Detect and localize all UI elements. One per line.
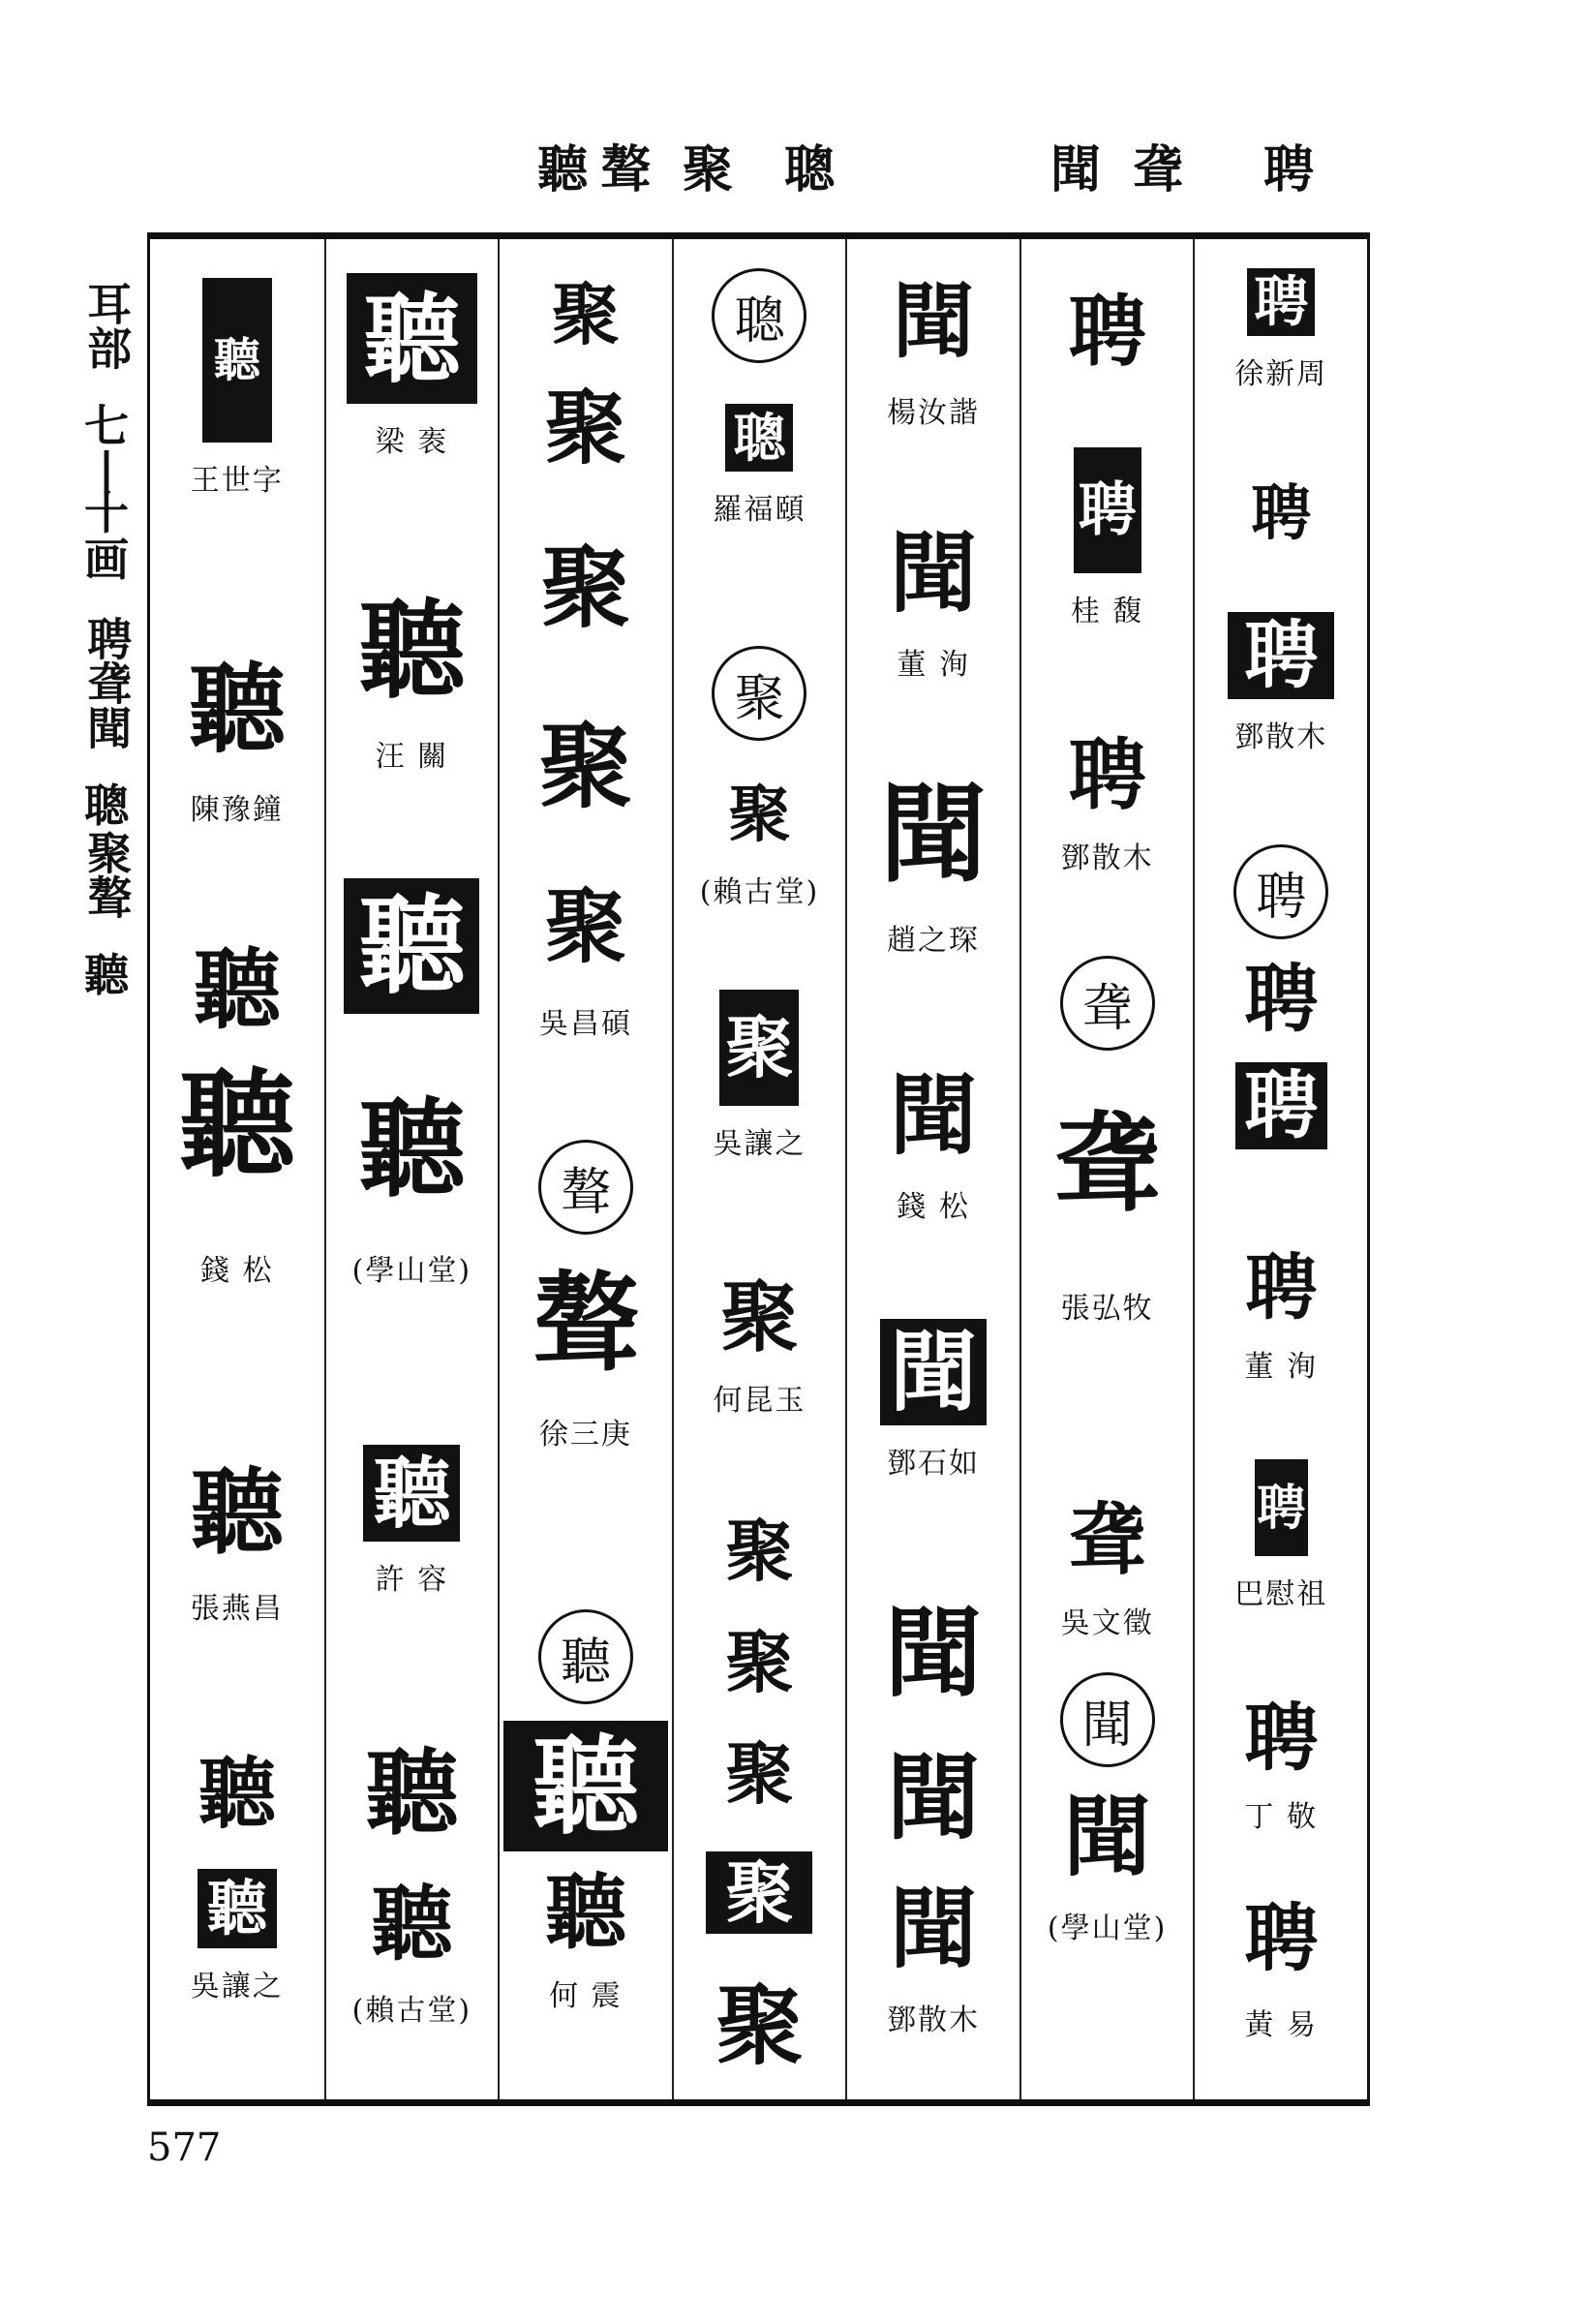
seal-impression: 聚 — [715, 1974, 804, 2077]
seal-impression: 聚 — [720, 1270, 799, 1362]
artist-label: 董 洵 — [897, 648, 970, 682]
seal-impression: 聞 — [880, 772, 988, 897]
seal-impression: 聽 — [198, 1869, 277, 1948]
artist-label: 鄧散木 — [1234, 720, 1328, 754]
seal-impression: 聘 — [1074, 447, 1141, 573]
seal-entry — [500, 535, 672, 640]
seal-entry — [847, 1876, 1019, 2038]
seal-entry — [847, 1062, 1019, 1225]
seal-entry — [1195, 1459, 1367, 1612]
seal-impression: 聚 — [719, 990, 799, 1106]
seal-entry — [150, 278, 324, 499]
column-4 — [672, 239, 846, 2099]
column-6 — [1019, 239, 1194, 2099]
seal-impression: 聚 — [725, 1733, 794, 1814]
seal-impression: 聘 — [1235, 1062, 1327, 1149]
seal-entry — [326, 273, 499, 460]
seal-entry — [326, 878, 499, 1014]
seal-impression: 聽 — [202, 278, 272, 443]
seal-impression: 聞 — [890, 1064, 978, 1167]
seal-impression: 聚 — [728, 779, 791, 851]
seal-impression: 聞 — [1063, 1786, 1151, 1888]
header-char-4: 聰 — [784, 140, 836, 199]
seal-entry — [150, 1869, 324, 2004]
seal-entry — [500, 1140, 672, 1235]
char-circle: 聘 — [1233, 844, 1328, 939]
seal-impression: 聽 — [178, 1056, 295, 1193]
seal-entry — [500, 1863, 672, 2014]
seal-entry — [674, 1972, 846, 2079]
char-circle: 聰 — [712, 268, 806, 363]
seal-entry — [1195, 1062, 1367, 1149]
artist-label: 丁 敬 — [1244, 1800, 1318, 1834]
seal-impression: 聰 — [725, 404, 793, 472]
artist-label: (賴古堂) — [699, 875, 820, 909]
seal-impression: 聽 — [544, 1863, 626, 1960]
seal-impression: 聽 — [188, 652, 286, 766]
seal-impression: 聽 — [503, 1721, 668, 1851]
seal-entry — [1021, 1672, 1194, 1767]
seal-entry — [1021, 1784, 1194, 1946]
stroke-dash: | — [98, 443, 115, 496]
char-circle: 聱 — [538, 1140, 633, 1235]
artist-label: 鄧散木 — [887, 2003, 981, 2037]
char-circle: 聚 — [712, 646, 806, 741]
artist-label: 趙之琛 — [887, 924, 981, 958]
artist-label: 王世字 — [190, 464, 284, 498]
chars-group-c: 聚聱 — [80, 829, 134, 919]
seal-impression: 聋 — [1053, 1101, 1161, 1226]
seal-impression: 聞 — [887, 1743, 981, 1852]
artist-label: 許 容 — [375, 1563, 449, 1597]
header-char-6: 聋 — [1133, 140, 1184, 199]
seal-entry — [674, 1851, 846, 1934]
seal-entry — [1021, 1057, 1194, 1327]
header-char-1: 聽 — [537, 140, 589, 199]
artist-label: 吳文徵 — [1060, 1606, 1154, 1640]
seal-entry — [674, 1735, 846, 1813]
column-2 — [324, 239, 499, 2099]
chars-group-a: 聘聋聞 — [80, 616, 134, 750]
seal-entry — [1195, 612, 1367, 755]
seal-entry — [150, 1043, 324, 1289]
seal-entry — [847, 1740, 1019, 1856]
seal-impression: 聱 — [532, 1261, 639, 1386]
header-char-3: 聚 — [683, 140, 734, 199]
char-circle: 聞 — [1060, 1672, 1155, 1767]
artist-label: 董 洵 — [1244, 1350, 1318, 1384]
seal-entry — [500, 1251, 672, 1452]
seal-entry — [674, 404, 846, 528]
seal-entry — [326, 1876, 499, 2029]
header-char-7: 聘 — [1263, 140, 1315, 199]
seal-impression: 聘 — [1251, 476, 1312, 548]
seal-entry — [150, 936, 324, 1043]
radical-label: 耳部 — [80, 281, 134, 370]
artist-label: 張弘牧 — [1060, 1292, 1154, 1326]
seal-entry — [500, 1609, 672, 1704]
seal-impression: 聞 — [885, 1596, 983, 1710]
seal-entry — [1195, 1694, 1367, 1835]
artist-label: 巴慰祖 — [1234, 1577, 1328, 1611]
artist-label: 張燕昌 — [190, 1592, 284, 1626]
artist-label: 汪 關 — [375, 740, 449, 774]
seal-entry — [326, 583, 499, 775]
seal-impression: 聘 — [1244, 956, 1319, 1042]
artist-label: (賴古堂) — [351, 1994, 472, 2028]
seal-entry — [500, 380, 672, 475]
seal-impression: 聚 — [538, 712, 632, 821]
seal-impression: 聽 — [190, 1457, 284, 1567]
seal-impression: 聞 — [893, 273, 975, 369]
seal-impression: 聘 — [1255, 1459, 1308, 1556]
seal-impression: 聚 — [544, 878, 626, 974]
artist-label: 錢 松 — [200, 1254, 274, 1288]
artist-label: 鄧散木 — [1060, 841, 1154, 875]
seal-impression: 聽 — [371, 1876, 453, 1972]
seal-impression: 聋 — [1068, 1493, 1146, 1585]
seal-entry — [1195, 1890, 1367, 2043]
seal-impression: 聘 — [1068, 286, 1146, 377]
seal-entry — [500, 1721, 672, 1851]
side-title — [80, 281, 134, 1001]
seal-entry — [1195, 268, 1367, 392]
artist-label: 徐三庚 — [538, 1418, 632, 1452]
chars-group-b: 聰 — [84, 780, 129, 833]
seal-entry — [326, 1445, 499, 1598]
seal-entry — [1195, 844, 1367, 939]
char-circle: 聽 — [538, 1609, 633, 1704]
seal-impression: 聞 — [890, 1878, 978, 1980]
char-circle: 聋 — [1060, 956, 1155, 1051]
column-5 — [845, 239, 1019, 2099]
seal-entry — [150, 1454, 324, 1627]
seal-impression: 聘 — [1244, 1895, 1319, 1981]
seal-impression: 聚 — [551, 273, 620, 354]
seal-entry — [1195, 476, 1367, 549]
seal-entry — [500, 714, 672, 820]
page-number: 577 — [147, 2125, 222, 2170]
seal-entry — [150, 1745, 324, 1842]
seal-entry — [847, 520, 1019, 683]
seal-impression: 聽 — [358, 1086, 466, 1211]
seal-impression: 聽 — [193, 938, 281, 1041]
artist-label: 陳豫鐘 — [190, 793, 284, 827]
artist-label: 吳讓之 — [713, 1127, 806, 1161]
artist-label: 吳讓之 — [190, 1970, 284, 2003]
seal-impression: 聚 — [544, 380, 626, 475]
seal-entry — [847, 1590, 1019, 1716]
seal-impression: 聽 — [347, 273, 477, 404]
seal-entry — [326, 1735, 499, 1851]
seal-impression: 聚 — [540, 535, 630, 640]
seal-entry — [674, 1513, 846, 1590]
column-3 — [498, 239, 672, 2099]
seal-impression: 聞 — [890, 522, 978, 625]
seal-entry — [1021, 447, 1194, 629]
seal-impression: 聽 — [358, 588, 466, 713]
artist-label: 羅福頤 — [713, 493, 806, 527]
chars-group-d: 聽 — [84, 948, 129, 1001]
stroke-seven: 七 — [84, 400, 129, 452]
seal-impression: 聚 — [706, 1851, 812, 1934]
seal-entry — [1021, 268, 1194, 394]
artist-label: 黃 易 — [1244, 2008, 1318, 2042]
header-char-2: 聱 — [600, 140, 652, 199]
artist-label: 鄧石如 — [887, 1447, 981, 1481]
seal-entry — [500, 273, 672, 354]
artist-label: 桂 馥 — [1070, 595, 1144, 628]
seal-impression: 聚 — [725, 1622, 794, 1702]
seal-entry — [674, 1270, 846, 1419]
artist-label: 徐新周 — [1234, 357, 1328, 391]
artist-label: (學山堂) — [351, 1254, 472, 1288]
seal-table — [147, 232, 1370, 2106]
seal-impression: 聘 — [1245, 1245, 1318, 1330]
column-1 — [150, 239, 324, 2099]
seal-entry — [1021, 1493, 1194, 1641]
seal-entry — [847, 767, 1019, 959]
stroke-ten: 十 — [84, 486, 129, 539]
seal-entry — [1021, 728, 1194, 876]
artist-label: 何 震 — [549, 1979, 623, 2013]
seal-entry — [150, 646, 324, 828]
artist-label: 吳昌碩 — [538, 1007, 632, 1041]
artist-label: (學山堂) — [1047, 1911, 1168, 1945]
stroke-hua: 画 — [84, 533, 129, 586]
seal-entry — [1195, 1246, 1367, 1385]
seal-impression: 聽 — [344, 878, 479, 1014]
seal-entry — [674, 646, 846, 741]
seal-impression: 聞 — [880, 1319, 987, 1425]
artist-label: 何昆玉 — [713, 1384, 806, 1418]
header-char-5: 聞 — [1050, 140, 1102, 199]
artist-label: 楊汝諧 — [887, 396, 981, 430]
seal-entry — [674, 990, 846, 1162]
seal-impression: 聘 — [1228, 612, 1334, 699]
artist-label: 錢 松 — [897, 1190, 970, 1224]
column-7 — [1193, 239, 1367, 2099]
seal-entry — [326, 1082, 499, 1289]
seal-impression: 聘 — [1244, 1694, 1319, 1781]
seal-entry — [847, 1319, 1019, 1482]
seal-impression: 聽 — [363, 1445, 460, 1542]
seal-entry — [847, 268, 1019, 431]
seal-entry — [500, 878, 672, 1042]
artist-label: 梁 袠 — [375, 425, 449, 459]
seal-impression: 聽 — [198, 1748, 276, 1839]
seal-impression: 聘 — [1247, 268, 1315, 336]
seal-impression: 聚 — [725, 1511, 794, 1591]
seal-entry — [674, 1624, 846, 1701]
seal-entry — [1195, 956, 1367, 1043]
seal-entry — [674, 268, 846, 363]
seal-impression: 聘 — [1068, 728, 1146, 820]
seal-entry — [1021, 956, 1194, 1051]
seal-impression: 聽 — [365, 1738, 459, 1848]
seal-entry — [674, 777, 846, 910]
